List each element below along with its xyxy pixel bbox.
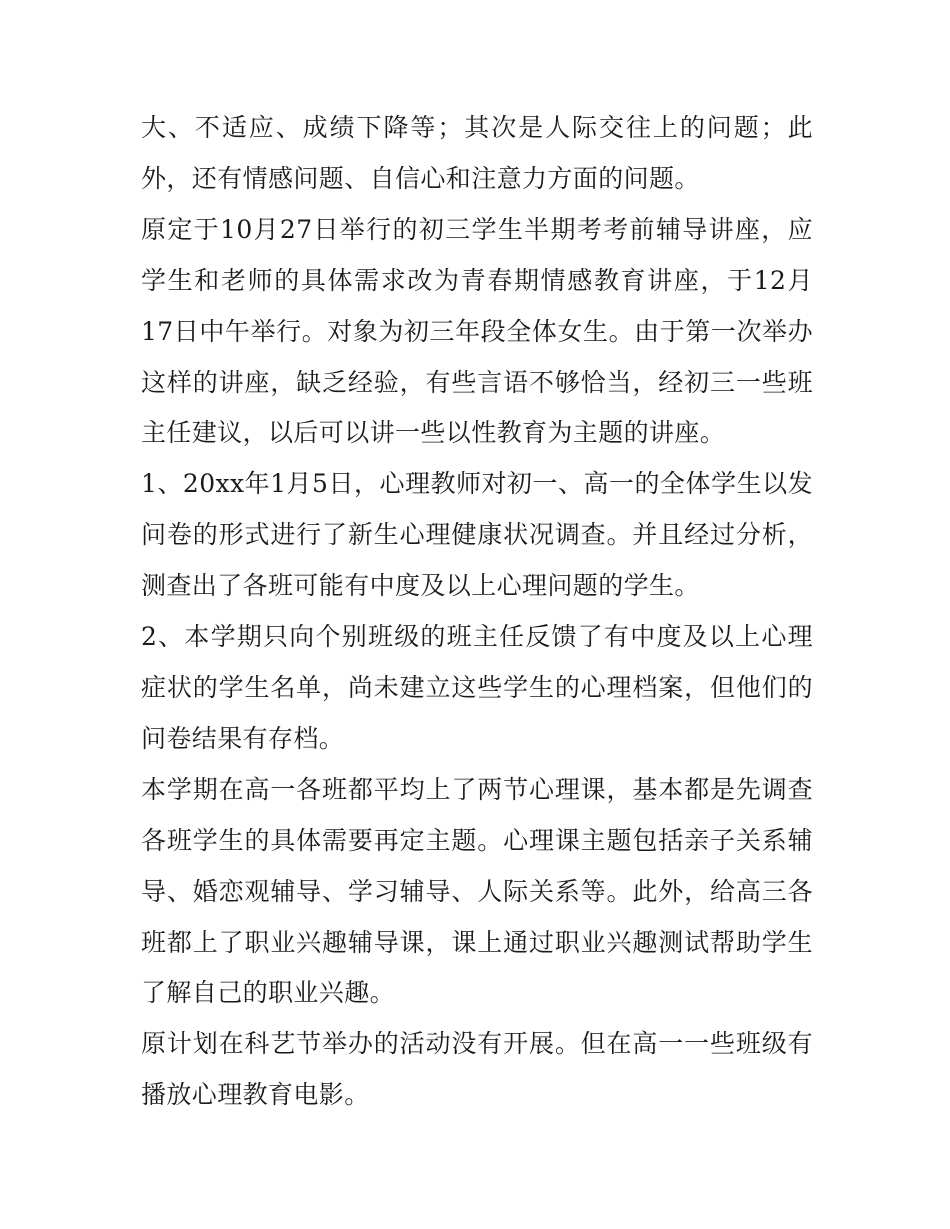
document-body bbox=[141, 103, 813, 1121]
paragraph: 1、20xx年1月5日，心理教师对初一、高一的全体学生以发问卷的形式进行了新生心理健康状况调查。并且经过分析，测查出了各班可能有中度及以上心理问题的学生。 bbox=[141, 469, 813, 601]
paragraph: 本学期在高一各班都平均上了两节心理课，基本都是先调查各班学生的具体需要再定主题。心理课主题包括亲子关系辅导、婚恋观辅导、学习辅导、人际关系等。此外，给高三各班都上了职业兴趣辅导课，课上通过职业兴趣测试帮助学生了解自己的职业兴趣。 bbox=[141, 774, 813, 1008]
paragraph: 原计划在科艺节举办的活动没有开展。但在高一一些班级有播放心理教育电影。 bbox=[141, 1029, 813, 1110]
paragraph: 原定于10月27日举行的初三学生半期考考前辅导讲座，应学生和老师的具体需求改为青春期情感教育讲座，于12月17日中午举行。对象为初三年段全体女生。由于第一次举办这样的讲座，缺乏经验，有些言语不够恰当，经初三一些班主任建议，以后可以讲一些以性教育为主题的讲座。 bbox=[141, 214, 813, 448]
paragraph: 大、不适应、成绩下降等；其次是人际交往上的问题；此外，还有情感问题、自信心和注意力方面的问题。 bbox=[141, 113, 813, 193]
paragraph: 2、本学期只向个别班级的班主任反馈了有中度及以上心理症状的学生名单，尚未建立这些学生的心理档案，但他们的问卷结果有存档。 bbox=[141, 622, 813, 753]
